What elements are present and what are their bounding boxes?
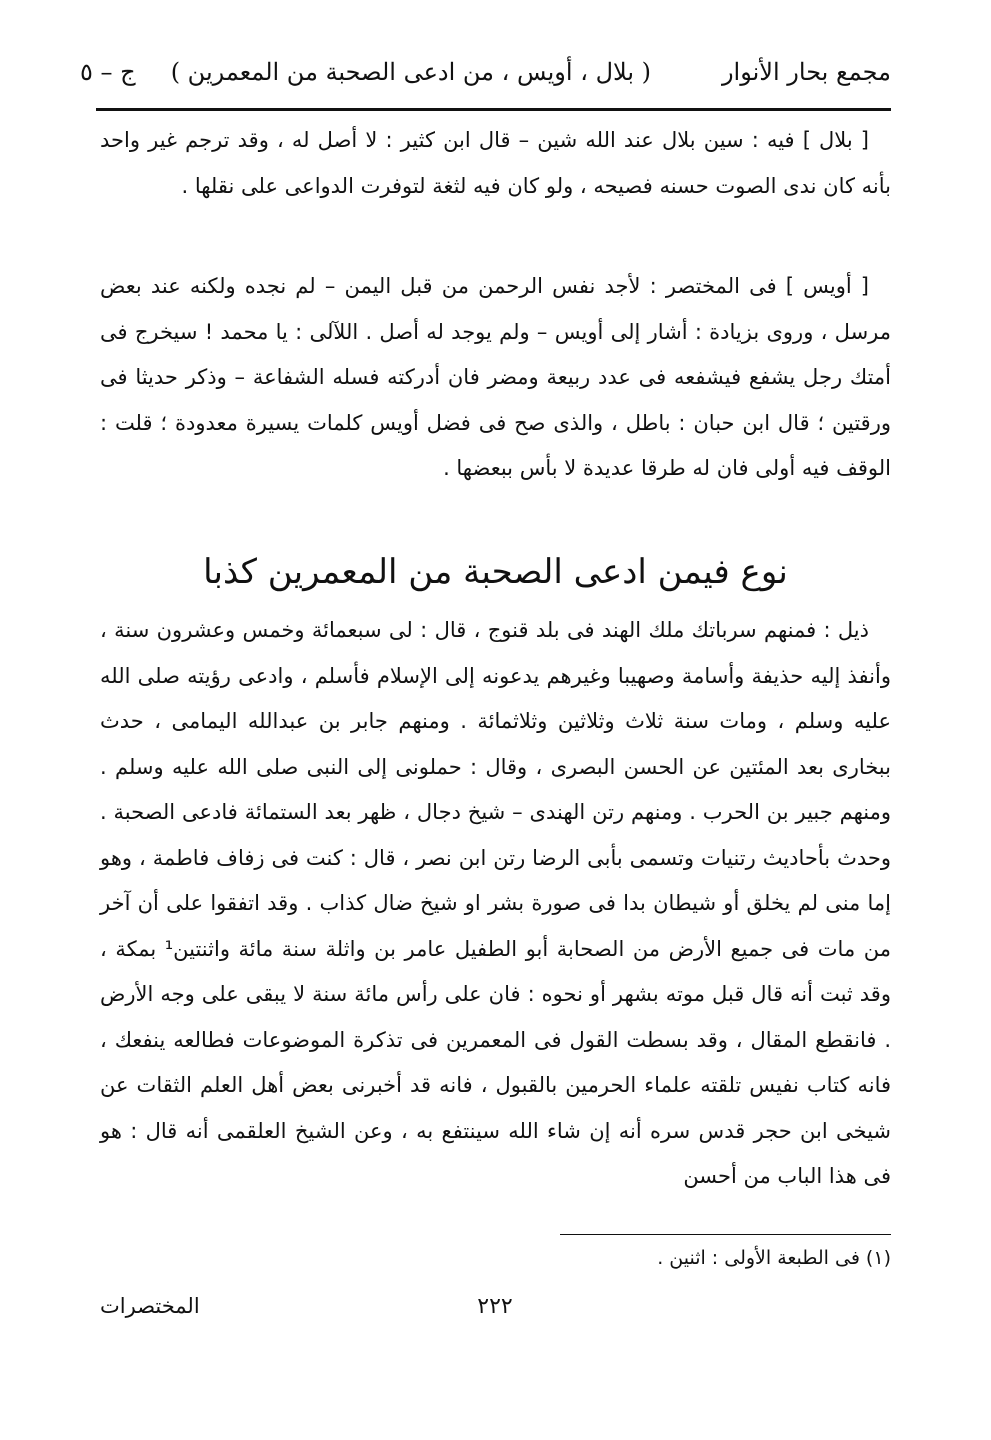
book-title: مجمع بحار الأنوار: [721, 58, 891, 86]
page-number: ٢٢٢: [477, 1294, 513, 1319]
book-short-title: المختصرات: [100, 1294, 200, 1318]
footnote-rule: [560, 1234, 891, 1235]
running-title: ( بلال ، أويس ، من ادعى الصحبة من المعمرين ): [170, 58, 651, 86]
volume-label: ج – ٥: [80, 58, 136, 86]
section-heading: نوع فيمن ادعى الصحبة من المعمرين كذبا: [203, 552, 788, 592]
footnote: (١) فى الطبعة الأولى : اثنين .: [657, 1247, 891, 1269]
page-header: [80, 52, 891, 96]
paragraph-bilal: [100, 118, 891, 209]
paragraph-text: [ بلال ] فيه : سين بلال عند الله شين – قال ابن كثير : لا أصل له ، وقد ترجم غير واحد بأنه كان ندى الصوت حسنه فصيحه ، ولو كان فيه لثغة لتوفرت الدواعى على نقلها .: [100, 128, 891, 198]
paragraph-uways: [100, 264, 891, 492]
paragraph-text: ذيل : فمنهم سرباتك ملك الهند فى بلد قنوج ، قال : لى سبعمائة وخمس وعشرون سنة ، وأنفذ إليه حذيفة وأسامة وصهيبا وغيرهم يدعونه إلى الإسلام فأسلم ، وادعى رؤيته صلى الله عليه وسلم ، ومات سنة ثلاث وثلاثين وثلاثمائة . ومنهم جابر بن عبدالله اليمامى ، حدث ببخارى بعد المئتين عن الحسن البصرى ، وقال : حملونى إلى النبى صلى الله عليه وسلم . ومنهم جبير بن الحرب . ومنهم رتن الهندى – شيخ دجال ، ظهر بعد الستمائة فادعى الصحبة . وحدث بأحاديث رتنيات وتسمى بأبى الرضا رتن ابن نصر ، قال : كنت فى زفاف فاطمة ، وهو إما منى لم يخلق أو شيطان بدا فى صورة بشر او شيخ ضال كذاب . وقد اتفقوا على أن آخر من مات فى جميع الأرض من الصحابة أبو الطفيل عامر بن واثلة سنة مائة واثنتين¹ بمكة ، وقد ثبت أنه قال قبل موته بشهر أو نحوه : فان على رأس مائة سنة لا يبقى على وجه الأرض . فانقطع المقال ، وقد بسطت القول فى المعمرين فى تذكرة الموضوعات فطالعه ينفعك ، فانه كتاب نفيس تلقته علماء الحرمين بالقبول ، فانه قد أخبرنى بعض أهل العلم الثقات عن شيخى ابن حجر قدس سره أنه إن شاء الله سينتفع به ، وعن الشيخ العلقمى أنه قال : هو فى هذا الباب من أحسن: [100, 618, 891, 1188]
paragraph-text: [ أويس ] فى المختصر : لأجد نفس الرحمن من قبل اليمن – لم نجده ولكنه عند بعض مرسل ، وروى بزيادة : أشار إلى أويس – ولم يوجد له أصل . اللآلى : يا محمد ! سيخرج فى أمتك رجل يشفع فيشفعه فى عدد ربيعة ومضر فان أدركته فسله الشفاعة – وذكر حديثا فى ورقتين ؛ قال ابن حبان : باطل ، والذى صح فى فضل أويس كلمات يسيرة معدودة ؛ قلت : الوقف فيه أولى فان له طرقا عديدة لا بأس ببعضها .: [100, 274, 891, 480]
header-rule: [96, 108, 891, 111]
section-body: [100, 608, 891, 1200]
